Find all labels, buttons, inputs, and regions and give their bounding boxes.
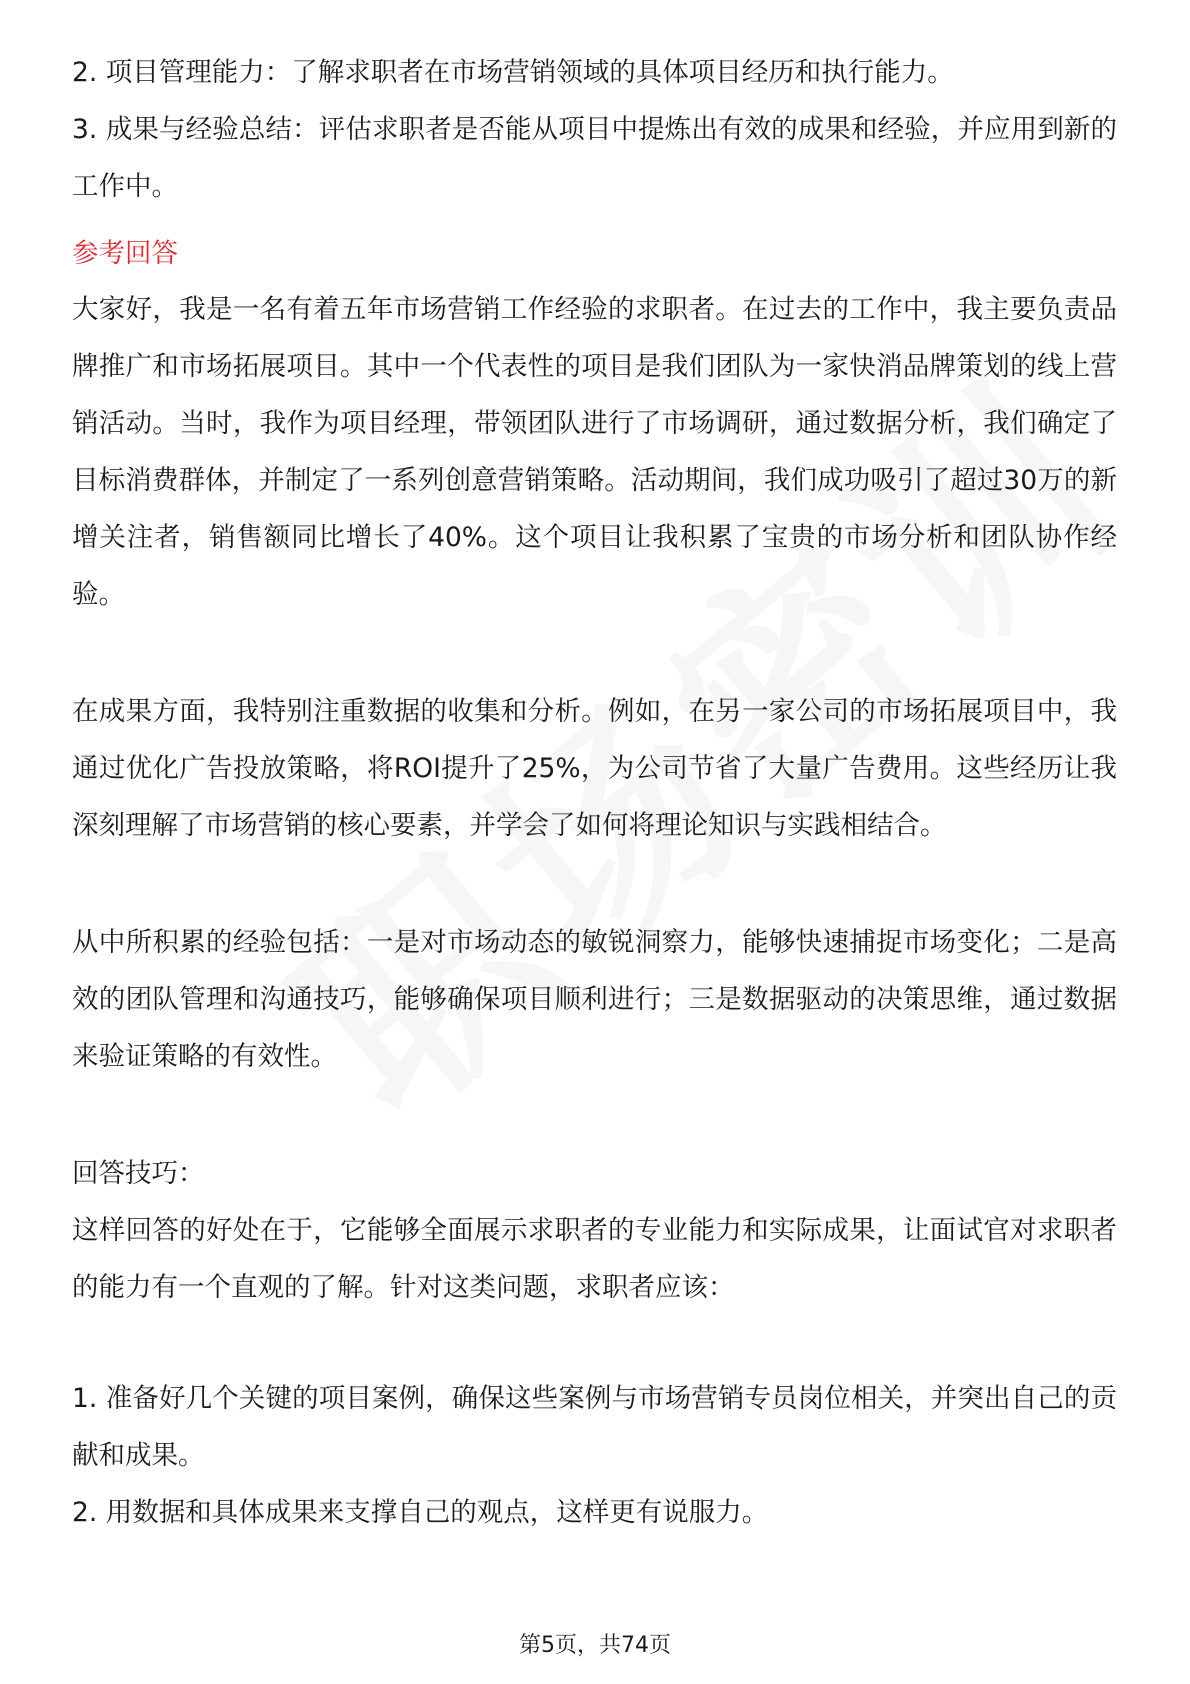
page-content [72,44,1117,1541]
spacer [72,1085,1117,1145]
criteria-item-3: 3. 成果与经验总结：评估求职者是否能从项目中提炼出有效的成果和经验，并应用到新的工作中。 [72,114,1117,202]
criteria-item-2: 2. 项目管理能力：了解求职者在市场营销领域的具体项目经历和执行能力。 [72,57,954,88]
tips-item-2: 2. 用数据和具体成果来支撑自己的观点，这样更有说服力。 [72,1497,769,1528]
page-number: 第5页，共74页 [519,1633,671,1658]
reference-paragraph-1: 大家好，我是一名有着五年市场营销工作经验的求职者。在过去的工作中，我主要负责品牌推广和市场拓展项目。其中一个代表性的项目是我们团队为一家快消品牌策划的线上营销活动。当时，我作为项目经理，带领团队进行了市场调研，通过数据分析，我们确定了目标消费群体，并制定了一系列创意营销策略。活动期间，我们成功吸引了超过30万的新增关注者，销售额同比增长了40%。这个项目让我积累了宝贵的市场分析和团队协作经验。 [72,294,1117,610]
reference-answer-heading: 参考回答 [72,238,178,269]
tips-intro: 这样回答的好处在于，它能够全面展示求职者的专业能力和实际成果，让面试官对求职者的能力有一个直观的了解。针对这类问题，求职者应该： [72,1215,1117,1303]
reference-paragraph-3: 从中所积累的经验包括：一是对市场动态的敏锐洞察力，能够快速捕捉市场变化；二是高效的团队管理和沟通技巧，能够确保项目顺利进行；三是数据驱动的决策思维，通过数据来验证策略的有效性。 [72,927,1117,1072]
spacer [72,623,1117,683]
reference-paragraph-2: 在成果方面，我特别注重数据的收集和分析。例如，在另一家公司的市场拓展项目中，我通过优化广告投放策略，将ROI提升了25%，为公司节省了大量广告费用。这些经历让我深刻理解了市场营销的核心要素，并学会了如何将理论知识与实践相结合。 [72,696,1117,841]
tips-item-1: 1. 准备好几个关键的项目案例，确保这些案例与市场营销专员岗位相关，并突出自己的贡献和成果。 [72,1383,1117,1471]
tips-heading: 回答技巧： [72,1158,205,1189]
spacer [72,854,1117,914]
spacer [72,1316,1117,1370]
